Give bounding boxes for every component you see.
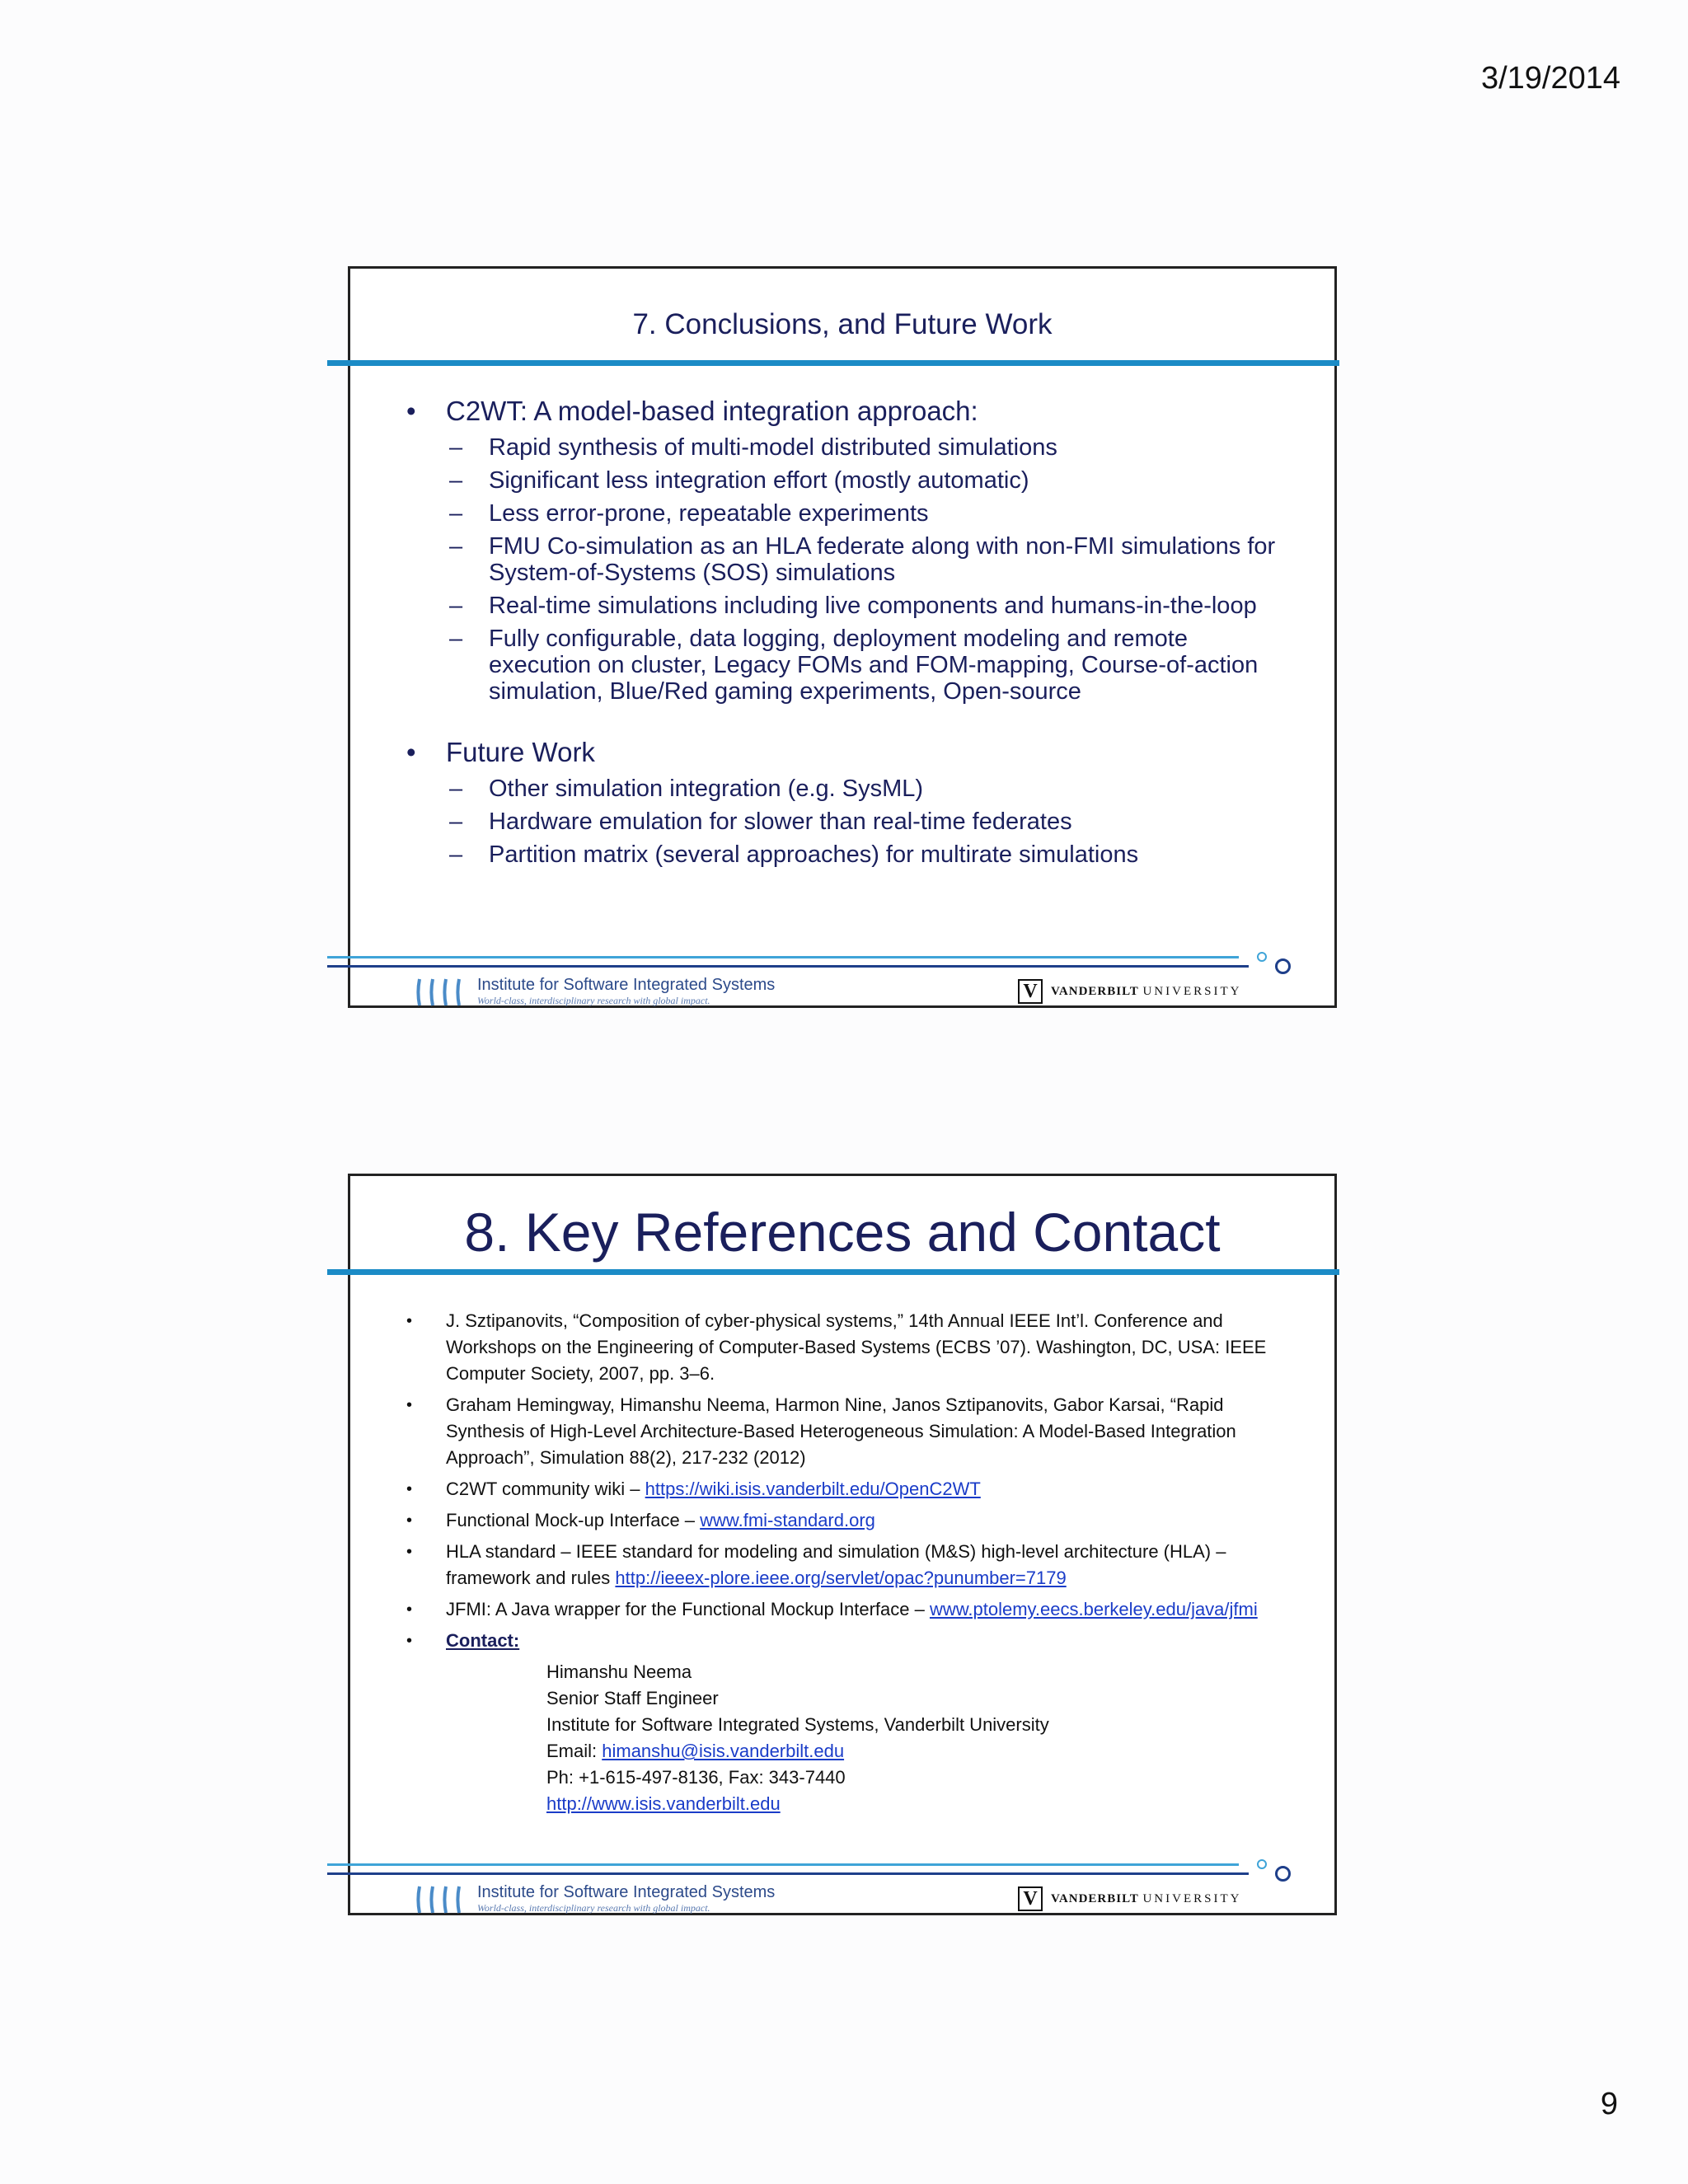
list-item: – Fully configurable, data logging, deployment modeling and remote execution on cluster, Legacy FOMs and FOM-mapping, Course-of-action simulation, Blue/Red gaming experiments, Open-source xyxy=(406,626,1296,705)
footer-dot xyxy=(1257,1859,1267,1869)
reference-text: Functional Mock-up Interface – xyxy=(446,1510,701,1530)
list-item: – Partition matrix (several approaches) for multirate simulations xyxy=(406,841,1296,868)
jfmi-link[interactable]: www.ptolemy.eecs.berkeley.edu/java/jfmi xyxy=(929,1599,1258,1619)
contact-phone: Ph: +1-615-497-8136, Fax: 343-7440 xyxy=(546,1767,846,1788)
list-item: – Hardware emulation for slower than real-time federates xyxy=(406,808,1296,835)
isis-logo-icon xyxy=(415,1883,471,1916)
reference-item: • J. Sztipanovits, “Composition of cyber-physical systems,” 14th Annual IEEE Int’l. Conference and Workshops on the Engineering of Computer-Based Systems (ECBS ’07). Washington, DC, USA: IEEE Computer Society, 2007, pp. 3–6. xyxy=(406,1308,1296,1387)
reference-text: JFMI: A Java wrapper for the Functional Mockup Interface – xyxy=(446,1599,930,1619)
email-label: Email: xyxy=(546,1741,603,1761)
isis-logo xyxy=(415,1883,775,1916)
future-work-sub-list xyxy=(406,776,1296,868)
website-link[interactable]: http://www.isis.vanderbilt.edu xyxy=(546,1793,781,1814)
bullet-future-work: • Future Work xyxy=(406,736,1296,769)
contact-block xyxy=(406,1659,1296,1817)
isis-logo-icon xyxy=(415,976,471,1009)
slide-body xyxy=(406,395,1296,868)
reference-item xyxy=(406,1507,1296,1534)
list-item: – FMU Co-simulation as an HLA federate along with non-FMI simulations for System-of-Systems (SOS) simulations xyxy=(406,533,1296,586)
slide-title: 8. Key References and Contact xyxy=(464,1202,1221,1263)
footer-rule xyxy=(327,1863,1239,1866)
isis-logo xyxy=(415,976,775,1009)
bullet-c2wt: • C2WT: A model-based integration approach: xyxy=(406,395,1296,428)
reference-text: C2WT community wiki – xyxy=(446,1479,645,1499)
fmi-standard-link[interactable]: www.fmi-standard.org xyxy=(700,1510,875,1530)
slide-conclusions xyxy=(348,266,1337,1008)
isis-tagline: World-class, interdisciplinary research with global impact. xyxy=(477,1902,710,1914)
slide-title: 7. Conclusions, and Future Work xyxy=(632,308,1053,340)
title-rule xyxy=(327,1269,1339,1275)
list-item: – Real-time simulations including live components and humans-in-the-loop xyxy=(406,593,1296,619)
isis-tagline: World-class, interdisciplinary research with global impact. xyxy=(477,995,710,1006)
contact-role: Senior Staff Engineer xyxy=(546,1688,719,1708)
vanderbilt-logo xyxy=(1018,979,1241,1004)
reference-item xyxy=(406,1628,1296,1654)
reference-item xyxy=(406,1476,1296,1502)
university-word: UNIVERSITY xyxy=(1142,1891,1242,1905)
contact-label: Contact: xyxy=(446,1630,520,1651)
list-item: – Less error-prone, repeatable experiments xyxy=(406,500,1296,527)
vanderbilt-v-icon: V xyxy=(1018,979,1043,1004)
slide-references xyxy=(348,1174,1337,1915)
footer-rule xyxy=(327,965,1249,968)
isis-name: Institute for Software Integrated Systems xyxy=(477,1883,776,1901)
university-word: UNIVERSITY xyxy=(1142,984,1242,998)
footer-dot xyxy=(1275,958,1291,974)
contact-name: Himanshu Neema xyxy=(546,1661,692,1682)
contact-email-line xyxy=(546,1738,1296,1765)
vanderbilt-word: VANDERBILT xyxy=(1051,984,1139,998)
list-item: – Significant less integration effort (mostly automatic) xyxy=(406,467,1296,494)
contact-org: Institute for Software Integrated Systems, Vanderbilt University xyxy=(546,1714,1049,1735)
reference-item: • Graham Hemingway, Himanshu Neema, Harmon Nine, Janos Sztipanovits, Gabor Karsai, “Rapid Synthesis of High-Level Architecture-Based Heterogeneous Simulation: A Model-Based Integration Approach”, Simulation 88(2), 217-232 (2012) xyxy=(406,1392,1296,1471)
reference-item xyxy=(406,1539,1296,1591)
list-item: – Rapid synthesis of multi-model distributed simulations xyxy=(406,434,1296,461)
reference-text: HLA standard – IEEE standard for modeling and simulation (M&S) high-level architecture (HLA) – framework and rules xyxy=(446,1541,1226,1588)
reference-item xyxy=(406,1596,1296,1623)
isis-name: Institute for Software Integrated Systems xyxy=(477,976,776,994)
c2wt-wiki-link[interactable]: https://wiki.isis.vanderbilt.edu/OpenC2WT xyxy=(645,1479,981,1499)
slide-body xyxy=(406,1308,1296,1817)
footer-rule xyxy=(327,1872,1249,1875)
title-rule xyxy=(327,360,1339,366)
page-number: 9 xyxy=(1600,2087,1618,2121)
ieee-hla-link[interactable]: http://ieeex-plore.ieee.org/servlet/opac?punumber=7179 xyxy=(615,1568,1067,1588)
vanderbilt-v-icon: V xyxy=(1018,1886,1043,1911)
footer-rule xyxy=(327,956,1239,958)
footer-dot xyxy=(1275,1866,1291,1882)
footer-dot xyxy=(1257,952,1267,962)
page-date: 3/19/2014 xyxy=(1480,61,1620,96)
c2wt-sub-list xyxy=(406,434,1296,705)
vanderbilt-logo xyxy=(1018,1886,1241,1911)
vanderbilt-word: VANDERBILT xyxy=(1051,1891,1139,1905)
email-link[interactable]: himanshu@isis.vanderbilt.edu xyxy=(602,1741,845,1761)
list-item: – Other simulation integration (e.g. SysML) xyxy=(406,776,1296,802)
